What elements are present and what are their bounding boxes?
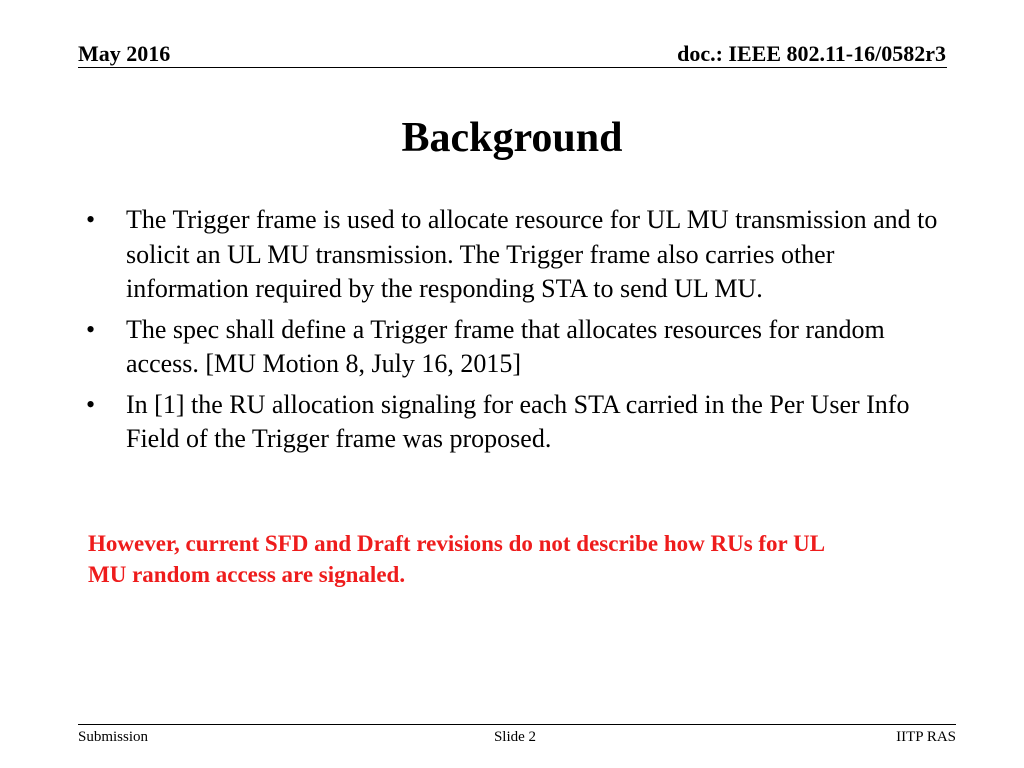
footer-affiliation: IITP RAS [896, 729, 956, 745]
footer-divider [78, 724, 956, 725]
bullet-item [86, 313, 956, 382]
highlight-note [88, 528, 938, 590]
header-doc-id: doc.: IEEE 802.11-16/0582r3 [677, 41, 946, 66]
highlight-line-2: MU random access are signaled. [88, 562, 406, 587]
header-divider [78, 67, 947, 68]
bullet-item [86, 388, 956, 457]
highlight-line-1: However, current SFD and Draft revisions do not describe how RUs for UL [88, 531, 826, 556]
bullet-marker: • [86, 205, 96, 234]
footer-slide-number: Slide 2 [493, 729, 537, 745]
bullet-marker: • [86, 389, 96, 419]
bullet-item [86, 203, 956, 307]
bullet-text: The Trigger frame is used to allocate resource for UL MU transmission and to solicit an UL MU transmission. The Trigger frame also carries other information required by the responding STA to send UL MU. [126, 205, 938, 303]
bullet-text: The spec shall define a Trigger frame that allocates resources for random access. [MU Motion 8, July 16, 2015] [126, 314, 885, 378]
header-date: May 2016 [78, 41, 171, 66]
bullet-marker: • [86, 314, 96, 344]
footer-submission: Submission [78, 729, 149, 745]
bullet-list [86, 203, 956, 463]
bullet-text: In [1] the RU allocation signaling for each STA carried in the Per User Info Field of the Trigger frame was proposed. [126, 389, 910, 453]
slide-title: Background [401, 115, 623, 161]
